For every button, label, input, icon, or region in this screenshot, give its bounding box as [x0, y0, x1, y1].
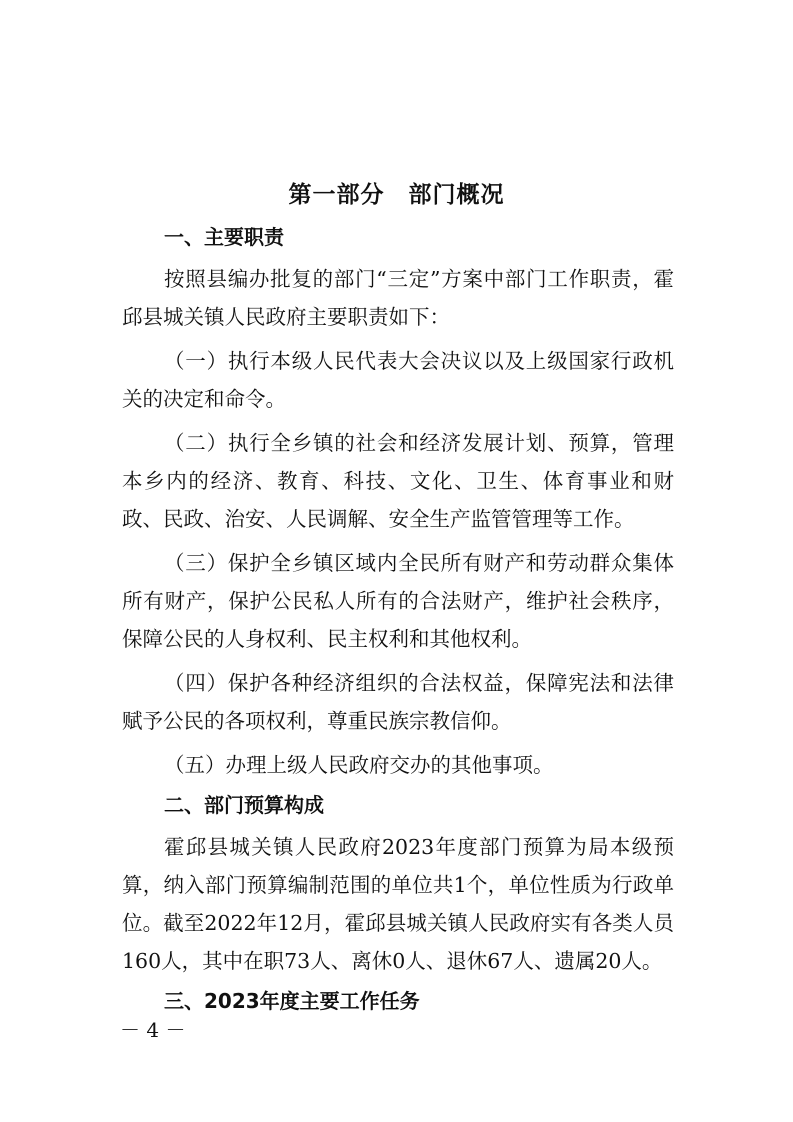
section-main-tasks — [122, 986, 674, 1016]
page-number: － 4 － — [120, 1018, 186, 1042]
section-duties — [122, 222, 674, 784]
paragraph: 霍邱县城关镇人民政府2023年度部门预算为局本级预算，纳入部门预算编制范围的单位共1个，单位性质为行政单位。截至2022年12月，霍邱县城关镇人民政府实有各类人员160人，其中在职73人、离休0人、退休67人、遗属20人。 — [122, 835, 674, 973]
section-heading: 二、部门预算构成 — [164, 793, 324, 817]
paragraph: （一）执行本级人民代表大会决议以及上级国家行政机关的决定和命令。 — [122, 349, 674, 411]
section-budget-structure — [122, 790, 674, 980]
document-body — [122, 222, 674, 1024]
paragraph: （三）保护全乡镇区域内全民所有财产和劳动群众集体所有财产，保护公民私人所有的合法财产，维护社会秩序，保障公民的人身权利、民主权利和其他权利。 — [122, 551, 674, 651]
section-heading: 一、主要职责 — [164, 225, 284, 249]
paragraph: （五）办理上级人民政府交办的其他事项。 — [164, 753, 554, 777]
paragraph: 按照县编办批复的部门“三定”方案中部门工作职责，霍邱县城关镇人民政府主要职责如下： — [122, 267, 674, 329]
paragraph: （四）保护各种经济组织的合法权益，保障宪法和法律赋予公民的各项权利，尊重民族宗教信仰。 — [122, 671, 674, 733]
paragraph: （二）执行全乡镇的社会和经济发展计划、预算，管理本乡内的经济、教育、科技、文化、卫生、体育事业和财政、民政、治安、人民调解、安全生产监管管理等工作。 — [122, 431, 674, 531]
page-title: 第一部分 部门概况 — [288, 182, 505, 208]
section-heading: 三、2023年度主要工作任务 — [164, 989, 420, 1013]
